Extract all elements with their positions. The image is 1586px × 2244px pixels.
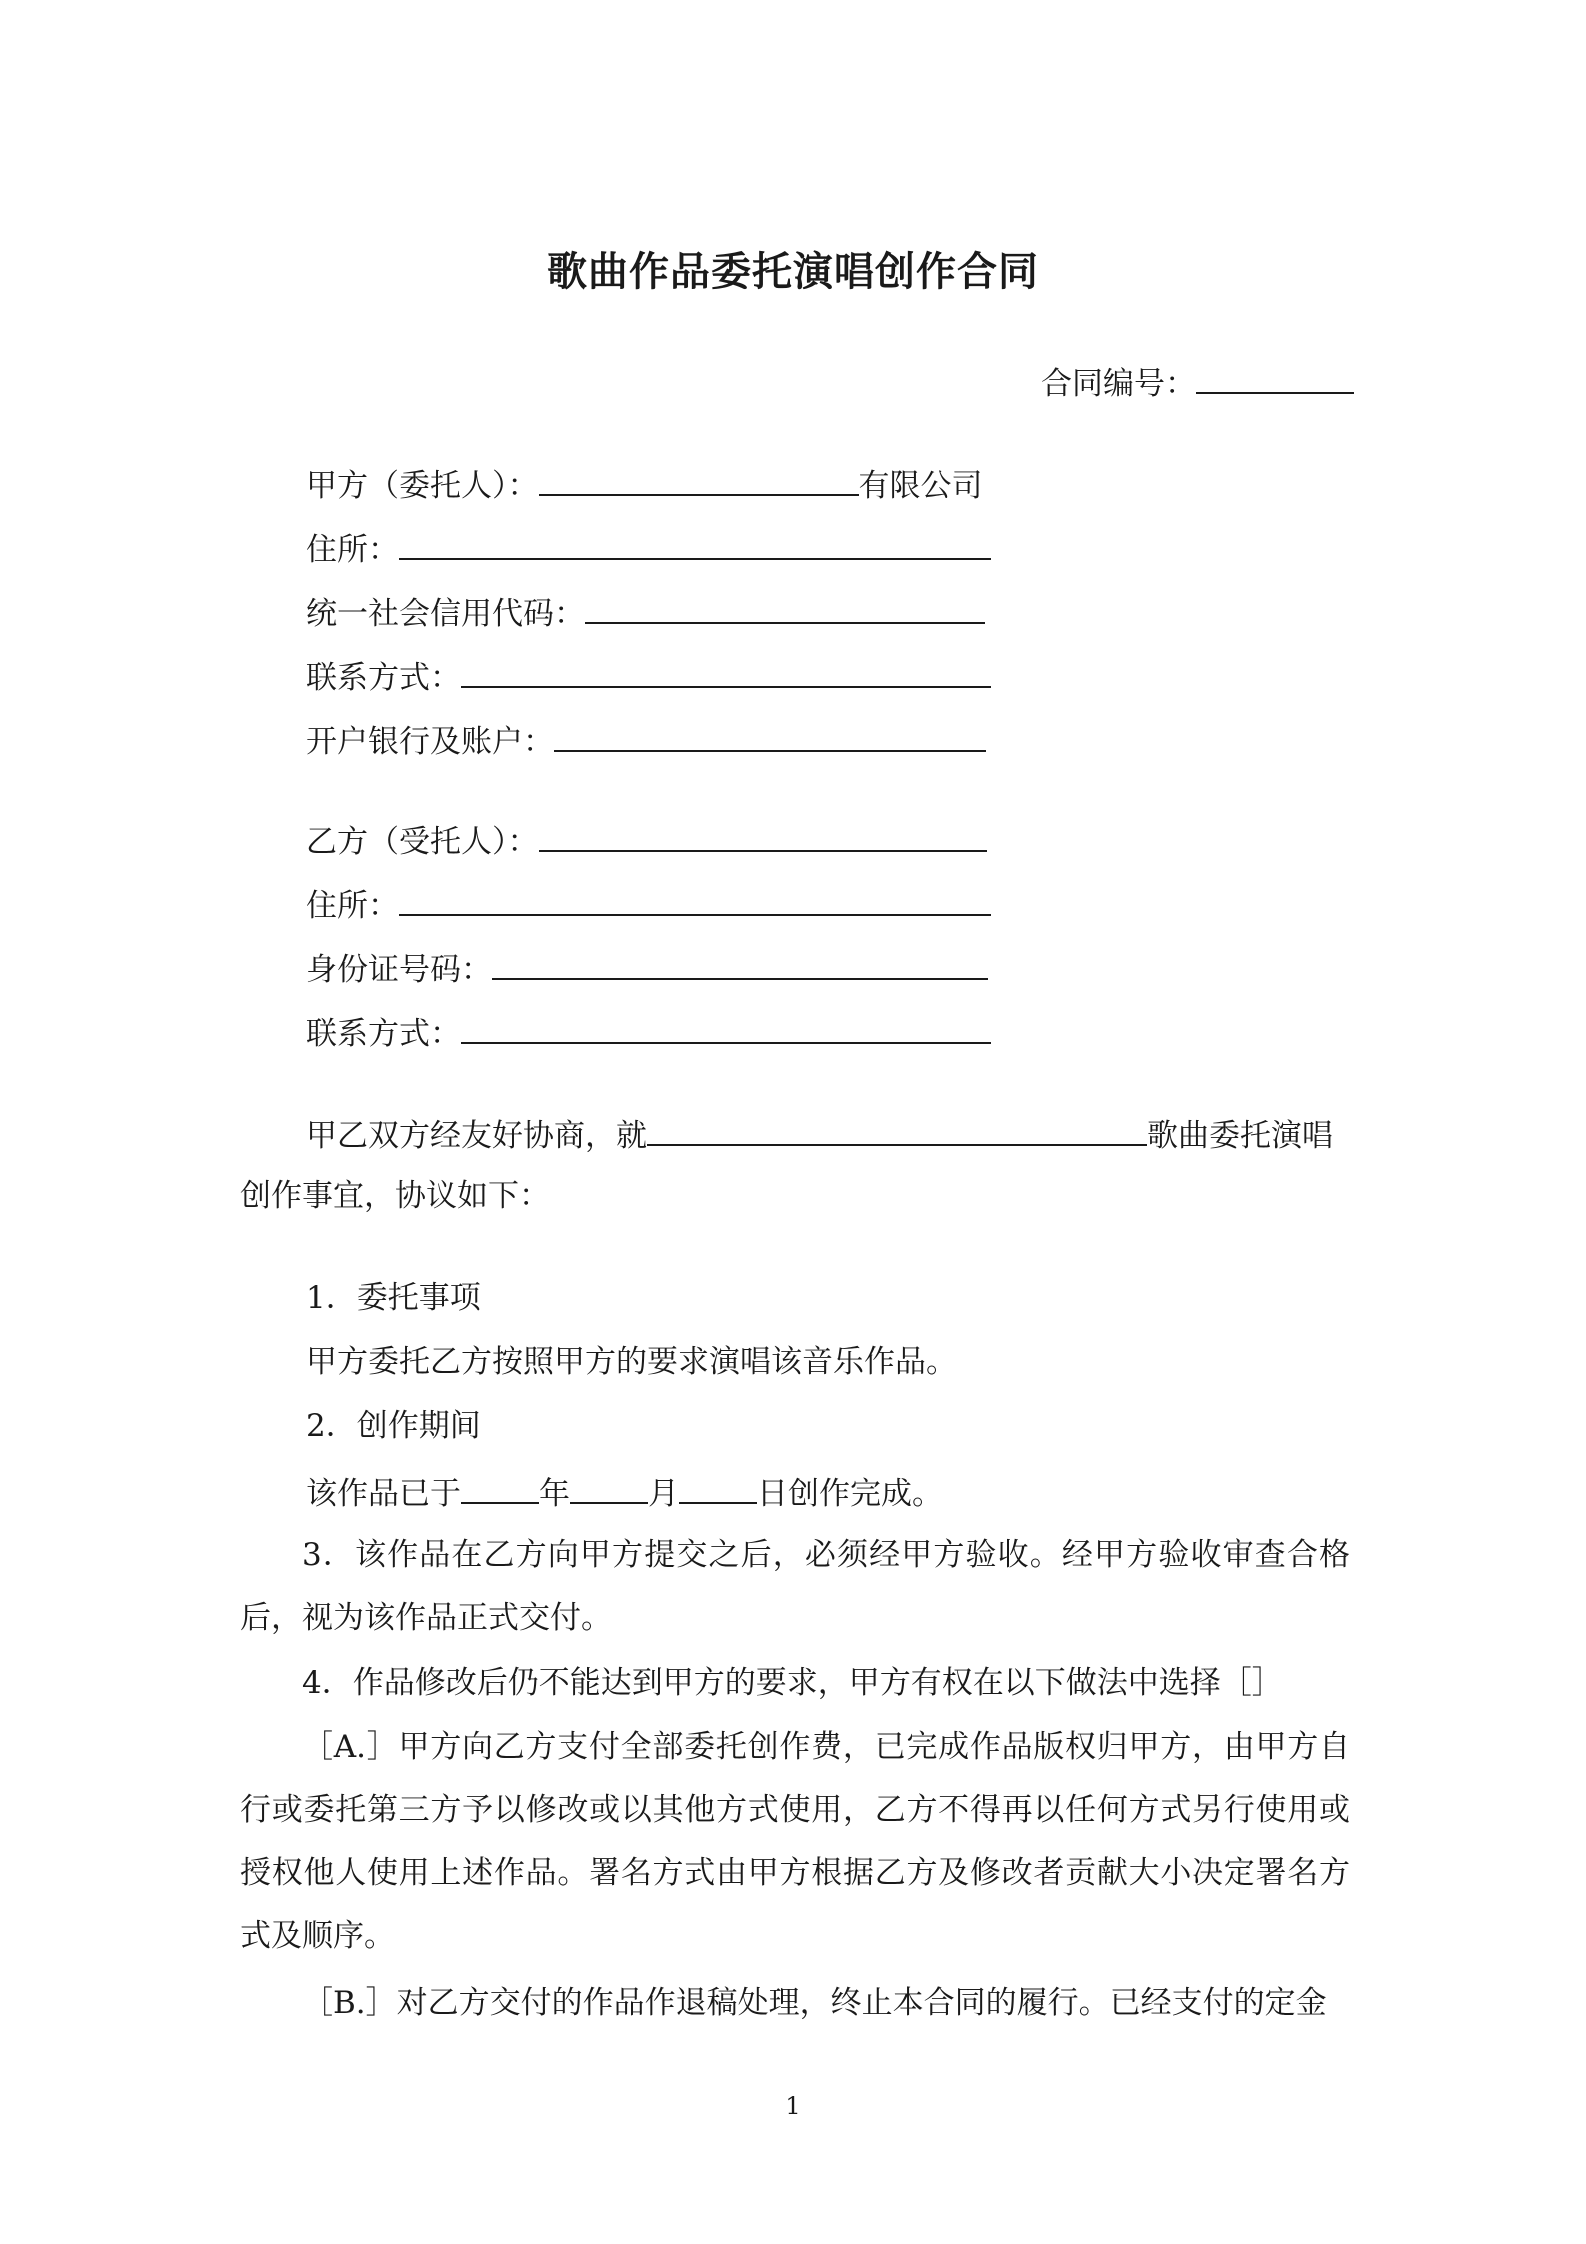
intro-line-1 <box>306 1112 1333 1156</box>
party-b-address-label: 住所： <box>306 888 399 924</box>
clause-4-option-b: ［B.］对乙方交付的作品作退稿处理，终止本合同的履行。已经支付的定金 <box>302 1985 1327 2021</box>
party-b-name-blank <box>539 818 987 852</box>
party-b-contact-line <box>306 1010 991 1054</box>
party-a-bank-label: 开户银行及账户： <box>306 724 554 760</box>
contract-number-label: 合同编号： <box>1041 366 1196 402</box>
party-a-address-blank <box>399 526 991 560</box>
party-b-contact-label: 联系方式： <box>306 1016 461 1052</box>
clause-2-prefix: 该作品已于 <box>306 1476 461 1512</box>
song-name-blank <box>647 1112 1147 1146</box>
party-b-contact-blank <box>461 1010 991 1044</box>
party-a-contact-blank <box>461 654 991 688</box>
party-a-address-line <box>306 526 991 570</box>
contract-number-blank <box>1196 360 1354 394</box>
party-a-contact-line <box>306 654 991 698</box>
party-b-address-line <box>306 882 991 926</box>
intro-continuation: 创作事宜，协议如下： <box>240 1178 550 1214</box>
page-number: 1 <box>785 2092 801 2120</box>
clause-1-heading <box>306 1278 481 1318</box>
clause-3: 3．该作品在乙方向甲方提交之后，必须经甲方验收。经甲方验收审查合格后，视为该作品正式交付。 <box>240 1537 1350 1636</box>
clause-4: 4．作品修改后仍不能达到甲方的要求，甲方有权在以下做法中选择［］ <box>302 1665 1283 1701</box>
clause-2-heading <box>306 1406 481 1446</box>
year-blank <box>461 1470 539 1504</box>
party-a-bank-line <box>306 718 986 762</box>
clause-2-month: 月 <box>648 1476 679 1512</box>
party-a-name-blank <box>539 462 859 496</box>
party-a-name-suffix: 有限公司 <box>858 468 983 504</box>
document-title: 歌曲作品委托演唱创作合同 <box>547 248 1039 295</box>
party-b-id-line <box>306 946 988 990</box>
month-blank <box>570 1470 648 1504</box>
intro-after-blank: 歌曲委托演唱 <box>1147 1118 1333 1154</box>
day-blank <box>679 1470 757 1504</box>
party-b-id-label: 身份证号码： <box>306 952 492 988</box>
clause-2-year: 年 <box>539 1476 570 1512</box>
party-a-name-label: 甲方（委托人）： <box>306 468 539 504</box>
clause-2-body <box>306 1470 943 1514</box>
clause-1-body-text: 甲方委托乙方按照甲方的要求演唱该音乐作品。 <box>306 1344 957 1380</box>
party-a-bank-blank <box>554 718 986 752</box>
intro-before-blank: 甲乙双方经友好协商，就 <box>306 1118 647 1154</box>
clause-1-body <box>306 1342 957 1382</box>
clause-4-option-a: ［A.］甲方向乙方支付全部委托创作费，已完成作品版权归甲方，由甲方自行或委托第三方予以修改或以其他方式使用，乙方不得再以任何方式另行使用或授权他人使用上述作品。署名方式由甲方根据乙方及修改者贡献大小决定署名方式及顺序。 <box>240 1729 1350 1954</box>
party-a-address-label: 住所： <box>306 532 399 568</box>
clause-1-heading-text: 1．委托事项 <box>306 1280 481 1316</box>
party-a-contact-label: 联系方式： <box>306 660 461 696</box>
party-b-address-blank <box>399 882 991 916</box>
clause-2-heading-text: 2．创作期间 <box>306 1408 481 1444</box>
party-a-credit-code-blank <box>585 590 985 624</box>
party-b-name-label: 乙方（受托人）： <box>306 824 539 860</box>
intro-line-2 <box>240 1176 550 1216</box>
party-b-id-blank <box>492 946 988 980</box>
party-b-name-line <box>306 818 987 862</box>
contract-number-field <box>1041 360 1354 404</box>
party-a-credit-code-label: 统一社会信用代码： <box>306 596 585 632</box>
party-a-credit-code-line <box>306 590 985 634</box>
party-a-name-line <box>306 462 983 506</box>
clause-2-day: 日创作完成。 <box>757 1476 943 1512</box>
